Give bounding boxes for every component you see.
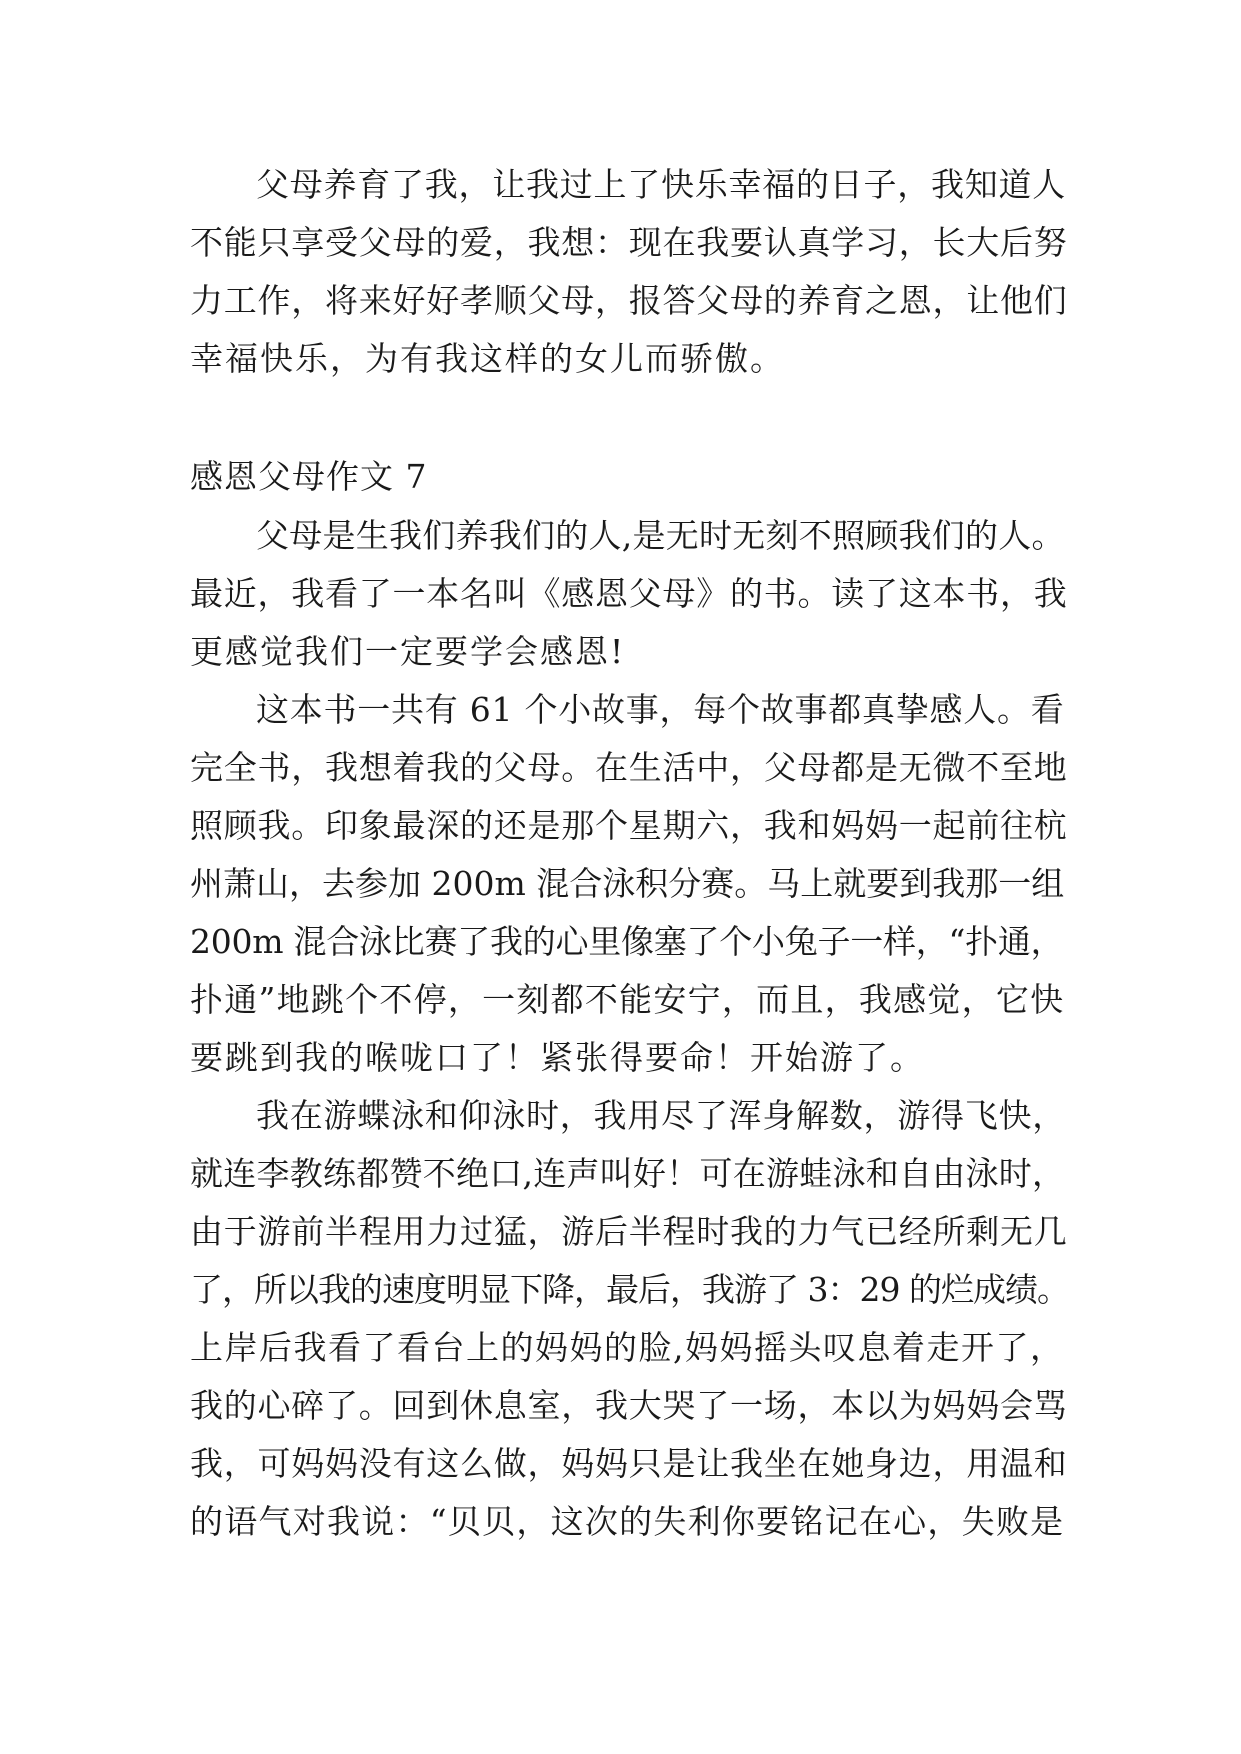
paragraph-line: 要跳到我的喉咙口了！紧张得要命！开始游了。 [190,1038,925,1077]
paragraph-line: 不能只享受父母的爱，我想：现在我要认真学习，长大后努 [190,223,1068,262]
paragraph-line: 力工作，将来好好孝顺父母，报答父母的养育之恩，让他们 [190,281,1068,320]
paragraph-line: 200m 混合泳比赛了我的心里像塞了个小兔子一样，“扑通， [190,922,1064,961]
paragraph-line: 由于游前半程用力过猛，游后半程时我的力气已经所剩无几 [190,1212,1068,1251]
section-heading: 感恩父母作文 7 [190,457,428,496]
paragraph-line: 最近，我看了一本名叫《感恩父母》的书。读了这本书，我 [190,574,1068,613]
paragraph-line: 州萧山，去参加 200m 混合泳积分赛。马上就要到我那一组 [190,864,1065,903]
paragraph-line: 父母养育了我，让我过上了快乐幸福的日子，我知道人 [256,165,1066,204]
paragraph-line: 照顾我。印象最深的还是那个星期六，我和妈妈一起前往杭 [190,806,1068,845]
paragraph-line: 的语气对我说：“贝贝，这次的失利你要铭记在心，失败是 [190,1502,1065,1541]
paragraph-line: 我在游蝶泳和仰泳时，我用尽了浑身解数，游得飞快， [256,1096,1066,1135]
paragraph-line: 父母是生我们养我们的人,是无时无刻不照顾我们的人。 [256,516,1065,555]
paragraph-line: 扑通”地跳个不停，一刻都不能安宁，而且，我感觉，它快 [190,980,1065,1019]
paragraph-line: 更感觉我们一定要学会感恩! [190,632,626,671]
paragraph-line: 幸福快乐，为有我这样的女儿而骄傲。 [190,339,785,378]
paragraph-line: 上岸后我看了看台上的妈妈的脸,妈妈摇头叹息着走开了， [190,1328,1065,1367]
paragraph-line: 完全书，我想着我的父母。在生活中，父母都是无微不至地 [190,748,1068,787]
paragraph-line: 了，所以我的速度明显下降，最后，我游了 3：29 的烂成绩。 [190,1270,1069,1309]
paragraph-line: 就连李教练都赞不绝口,连声叫好！可在游蛙泳和自由泳时， [190,1154,1066,1193]
paragraph-line: 这本书一共有 61 个小故事，每个故事都真挚感人。看 [256,690,1065,729]
paragraph-line: 我，可妈妈没有这么做，妈妈只是让我坐在她身边，用温和 [190,1444,1068,1483]
paragraph-line: 我的心碎了。回到休息室，我大哭了一场，本以为妈妈会骂 [190,1386,1068,1425]
